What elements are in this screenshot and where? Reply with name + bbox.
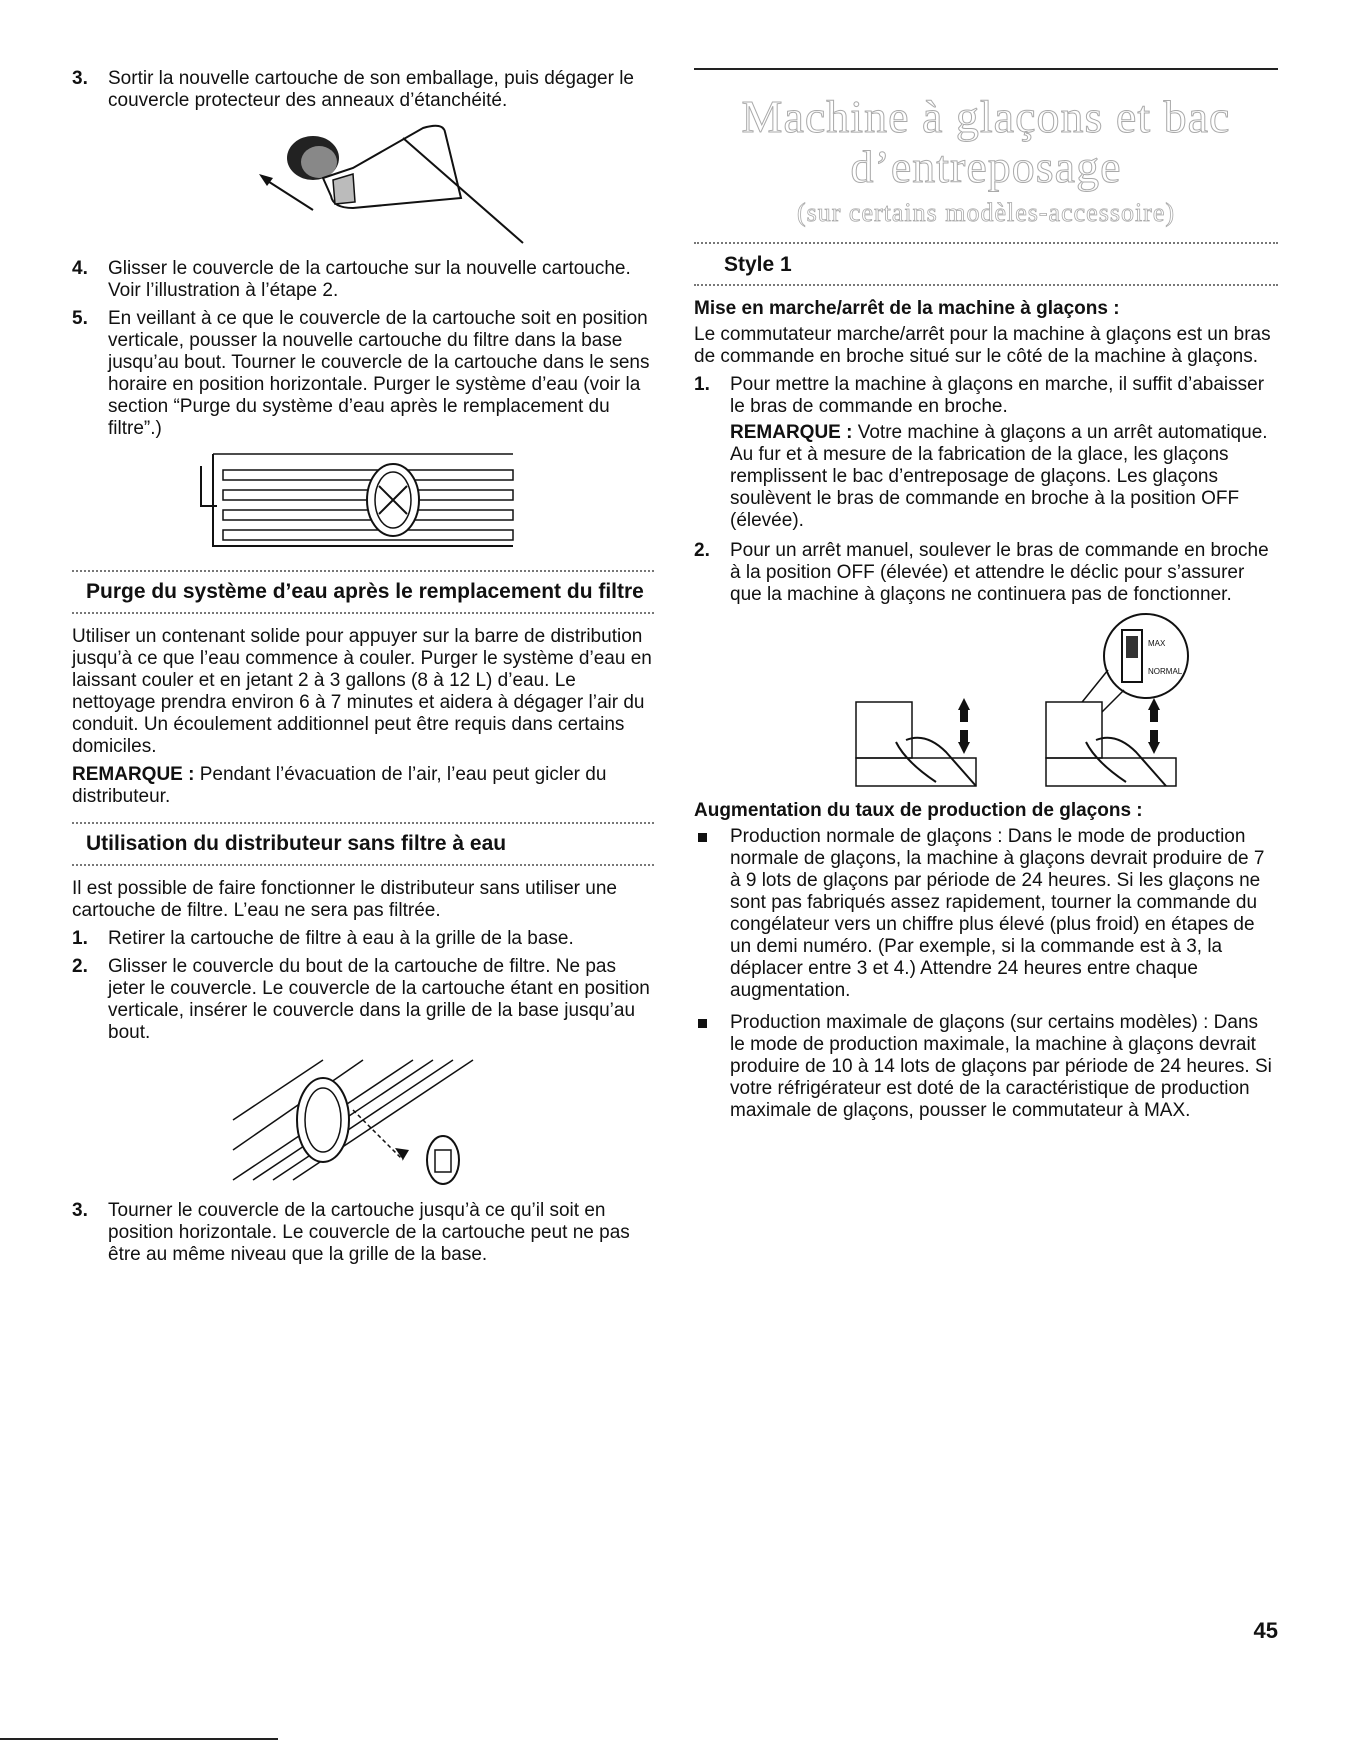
step-number: 1. <box>72 928 88 949</box>
section-header-no-filter <box>72 822 654 866</box>
page-subtitle: (sur certains modèles-accessoire) <box>796 198 1176 227</box>
onoff-title: Mise en marche/arrêt de la machine à glaçons : <box>694 298 1120 319</box>
step-text: En veillant à ce que le couvercle de la cartouche soit en position verticale, pousser la nouvelle cartouche du filtre dans la base jusqu’au bout. Tourner le couvercle de la cartouche dans le sens horaire en position horizontale. Purger le système d’eau (voir la section “Purge du système d’eau après le remplacement du filtre”.) <box>108 308 650 439</box>
base-grille-cartridge-illustration <box>193 446 533 556</box>
cartridge-cap-illustration <box>193 118 533 248</box>
ice-maker-title-block <box>694 68 1278 230</box>
step-number: 1. <box>694 374 710 395</box>
purge-body: Utiliser un contenant solide pour appuyer sur la barre de distribution jusqu’à ce que l’eau commence à couler. Purger le système d’eau en laissant couler et en jetant 2 à 3 gallons (8 à 12 L) d’eau. Le nettoyage prendra environ 6 à 7 minutes et aidera à dégager l’air du conduit. Un écoulement additionnel peut être requis dans certains domiciles. <box>72 626 652 757</box>
step-number: 3. <box>72 1200 88 1221</box>
onoff-intro: Le commutateur marche/arrêt pour la machine à glaçons est un bras de commande en broche situé sur le côté de la machine à glaçons. <box>694 324 1271 367</box>
note-text: Pendant l’évacuation de l’air, l’eau peut gicler du distributeur. <box>72 764 607 807</box>
step-text: Retirer la cartouche de filtre à eau à la grille de la base. <box>108 928 574 949</box>
onoff-note <box>730 422 1278 532</box>
style-label: Style 1 <box>724 253 792 276</box>
note-text: Votre machine à glaçons a un arrêt automatique. Au fur et à mesure de la fabrication de la glace, les glaçons remplissent le bac d’entreposage de glaçons. Les glaçons soulèvent le bras de commande en broche à la position OFF (élevée). <box>730 422 1268 531</box>
filter-steps-list-cont <box>72 258 654 440</box>
step-number: 4. <box>72 258 88 279</box>
cap-insert-grille-illustration <box>213 1050 513 1190</box>
page-number: 45 <box>1253 1618 1278 1643</box>
section-header-purge <box>72 570 654 614</box>
switch-normal-label: NORMAL <box>1148 667 1183 676</box>
step-text: Glisser le couvercle du bout de la cartouche de filtre. Ne pas jeter le couvercle. Le couvercle de la cartouche étant en position verticale, insérer le couvercle dans la grille de la base jusqu’au bout. <box>108 956 650 1043</box>
step-number: 3. <box>72 68 88 89</box>
step-1 <box>72 928 654 950</box>
step-3 <box>72 68 654 112</box>
step-3 <box>72 1200 654 1266</box>
step-text: Pour un arrêt manuel, soulever le bras de commande en broche à la position OFF (élevée) et attendre le déclic pour s’assurer que la machine à glaçons ne continuera pas de fonctionner. <box>730 540 1269 605</box>
onoff-steps-list <box>694 374 1278 606</box>
section-title: Utilisation du distributeur sans filtre à eau <box>86 832 507 855</box>
bullet-normal-production: Production normale de glaçons : Dans le mode de production normale de glaçons, la machine à glaçons devrait produire de 7 à 9 lots de glaçons par période de 24 heures. Si les glaçons ne sont pas fabriqués assez rapidement, tourner la commande du congélateur vers un chiffre plus élevé (plus froid) en étapes de un demi numéro. (Par exemple, si la commande est à 3, la déplacer entre 3 et 4.) Attendre 24 heures entre chaque augmentation. <box>694 826 1278 1002</box>
filter-steps-list <box>72 68 654 112</box>
no-filter-steps-list <box>72 928 654 1044</box>
step-text: Pour mettre la machine à glaçons en marche, il suffit d’abaisser le bras de commande en broche. <box>730 374 1265 417</box>
step-number: 5. <box>72 308 88 329</box>
step-text: Sortir la nouvelle cartouche de son emballage, puis dégager le couvercle protecteur des anneaux d’étanchéité. <box>108 68 634 111</box>
step-text: Glisser le couvercle de la cartouche sur la nouvelle cartouche. Voir l’illustration à l’étape 2. <box>108 258 631 301</box>
no-filter-steps-list-cont <box>72 1200 654 1266</box>
step-text: Tourner le couvercle de la cartouche jusqu’à ce qu’il soit en position horizontale. Le couvercle de la cartouche peut ne pas être au même niveau que la grille de la base. <box>108 1200 630 1265</box>
purge-note <box>72 764 654 808</box>
note-label: REMARQUE : <box>730 422 853 443</box>
step-2 <box>72 956 654 1044</box>
page-title: Machine à glaçons et bac d’entreposage <box>741 91 1231 192</box>
step-number: 2. <box>694 540 710 561</box>
ice-maker-switch-illustration <box>756 612 1216 788</box>
note-label: REMARQUE : <box>72 764 195 785</box>
right-column <box>694 68 1278 1132</box>
style-header <box>694 242 1278 286</box>
switch-max-label: MAX <box>1148 639 1166 648</box>
section-title: Purge du système d’eau après le remplacement du filtre <box>86 580 644 603</box>
footer-rule <box>0 1738 278 1740</box>
bullet-max-production: Production maximale de glaçons (sur certains modèles) : Dans le mode de production maximale, la machine à glaçons devrait produire de 10 à 14 lots de glaçons par période de 24 heures. Si votre réfrigérateur est doté de la caractéristique de production maximale de glaçons, pousser le commutateur à MAX. <box>694 1012 1278 1122</box>
step-4 <box>72 258 654 302</box>
production-title: Augmentation du taux de production de glaçons : <box>694 800 1143 821</box>
production-bullets <box>694 826 1278 1122</box>
left-column <box>72 68 654 1272</box>
step-2 <box>694 540 1278 606</box>
step-number: 2. <box>72 956 88 977</box>
no-filter-body: Il est possible de faire fonctionner le distributeur sans utiliser une cartouche de filtre. L’eau ne sera pas filtrée. <box>72 878 617 921</box>
step-1 <box>694 374 1278 532</box>
step-5 <box>72 308 654 440</box>
